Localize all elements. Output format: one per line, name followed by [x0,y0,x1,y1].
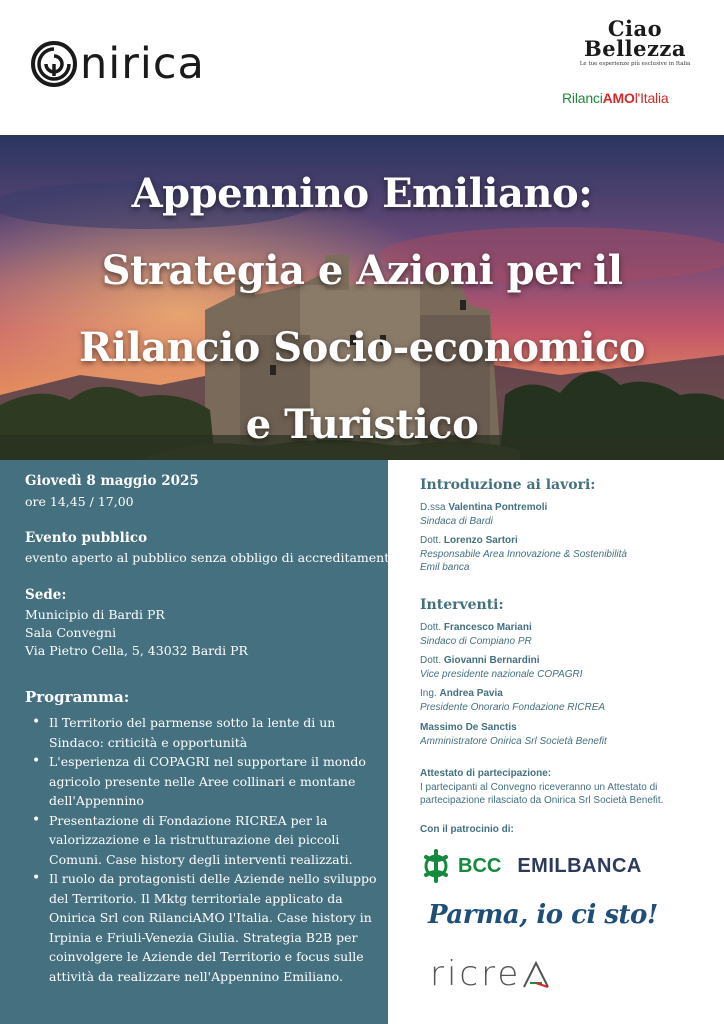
speaker-role: Responsabile Area Innovazione & Sostenibilità [420,548,627,560]
onirica-logo [30,38,205,90]
speaker-name: Francesco Mariani [443,622,532,633]
certificate-title: Attestato di partecipazione: [420,768,552,779]
venue-line-3: Via Pietro Cella, 5, 43032 Bardi PR [25,643,248,658]
speaker-role: Amministratore Onirica Srl Società Benefit [420,735,607,747]
venue-line-2: Sala Convegni [25,625,117,640]
speaker-name: Andrea Pavia [439,688,503,699]
program-item-3: • Presentazione di Fondazione RICREA per la valorizzazione e la ristrutturazione dei piccoli Comuni. Case history degli interventi realizzati. [25,811,377,870]
hero-banner [0,135,724,460]
rilanciamo-part2: AMO [602,90,635,106]
interventi-speaker-2 [420,654,583,681]
intro-title: Introduzione ai lavori: [420,477,596,493]
emilbanca-text: EMILBANCA [517,854,642,877]
speaker-prefix: Dott. [420,655,444,666]
header [0,0,724,135]
speaker-prefix: D.ssa [420,502,449,513]
ciao-bellezza-logo [570,18,700,67]
speaker-role: Presidente Onorario Fondazione RICREA [420,701,606,713]
hero-title-line-1: Appennino Emiliano: [131,170,593,217]
program-item-1: • Il Territorio del parmense sotto la lente di un Sindaco: criticità e opportunità [25,713,377,752]
ciao-bellezza-line1: Ciao [607,16,663,41]
hero-title [0,155,724,460]
ricrea-logo [430,954,551,994]
bcc-cross-icon [420,849,452,883]
speaker-role: Sindaco di Compiano PR [420,635,532,647]
onirica-maze-icon [30,40,78,88]
venue-line-1: Municipio di Bardi PR [25,607,165,622]
venue-title: Sede: [25,587,67,603]
interventi-speaker-4 [420,721,607,748]
program-item-2: • L'esperienza di COPAGRI nel supportare il mondo agricolo presente nelle Aree collinari e montane dell'Appennino [25,752,377,811]
hero-title-line-3: Rilancio Socio-economico [79,324,645,371]
program-title: Programma: [25,688,130,706]
onirica-logo-text: nirica [80,39,205,89]
speaker-name: Lorenzo Sartori [443,535,518,546]
ciao-bellezza-tagline: Le tue esperienze più esclusive in Italia [579,61,691,67]
program-item-4: • Il ruolo da protagonisti delle Aziende nello sviluppo del Territorio. Il Mktg territoriale applicato da Onirica Srl con RilanciAMO l'Italia. Case history in Irpinia e Friuli-Venezia Giulia. Strategia B2B per coinvolgere le Aziende del Territorio e focus sulle attività da realizzare nell'Appennino Emiliano. [25,869,377,986]
ricrea-a-triangle-icon [521,959,551,989]
ciao-bellezza-line2: Bellezza [584,36,686,61]
intro-speaker-2 [420,534,627,575]
program-list [25,713,377,986]
speaker-role-org: Emil banca [420,562,470,573]
bcc-text: BCC [458,854,502,877]
ricrea-text: ricre [430,954,522,994]
event-type-text: evento aperto al pubblico senza obbligo di accreditamento [25,550,397,565]
hero-title-line-2: Strategia e Azioni per il [101,247,623,294]
speaker-role: Vice presidente nazionale COPAGRI [420,668,583,680]
rilanciamo-part1: Rilanci [562,90,603,106]
speaker-prefix: Ing. [420,688,440,699]
speaker-name: Valentina Pontremoli [448,502,548,513]
interventi-speaker-1 [420,621,532,648]
bcc-emilbanca-logo [420,848,642,884]
rilanciamo-logo [562,90,668,106]
rilanciamo-part3: l'Italia [634,90,669,106]
event-time: ore 14,45 / 17,00 [25,494,134,509]
interventi-title: Interventi: [420,597,504,613]
event-date: Giovedì 8 maggio 2025 [25,473,199,489]
parma-io-ci-sto-logo: Parma, io ci sto! [428,900,658,930]
speaker-prefix: Dott. [420,535,444,546]
speaker-name: Massimo De Sanctis [420,722,517,733]
event-type-title: Evento pubblico [25,530,148,546]
intro-speaker-1 [420,501,547,528]
certificate-text: I partecipanti al Convegno riceveranno un Attestato di partecipazione rilasciato da Onirica Srl Società Benefit. [420,782,664,806]
speaker-prefix: Dott. [420,622,444,633]
hero-title-line-4: e Turistico [245,401,479,448]
event-info-panel [0,460,397,1024]
interventi-speaker-3 [420,687,605,714]
venue-address [25,606,248,660]
speaker-role: Sindaca di Bardi [420,515,493,527]
speaker-name: Giovanni Bernardini [443,655,540,666]
patronage-title: Con il patrocinio di: [420,824,514,835]
